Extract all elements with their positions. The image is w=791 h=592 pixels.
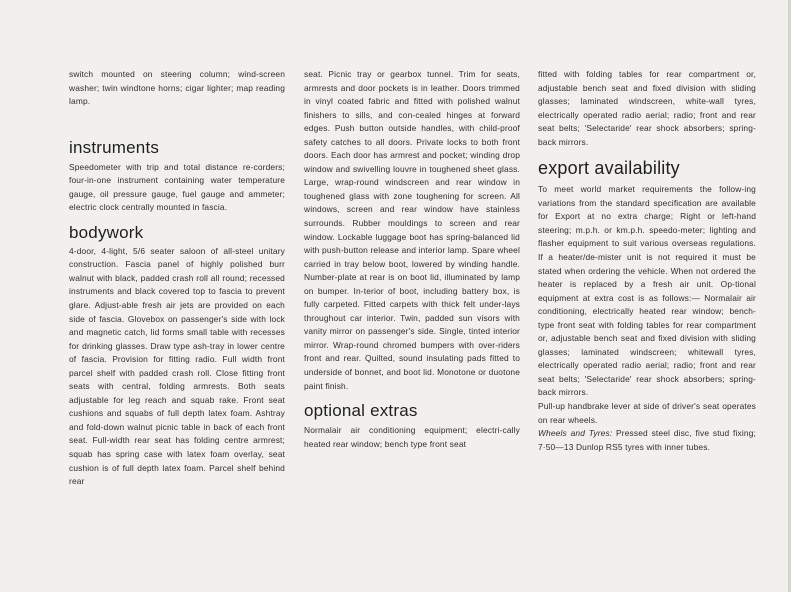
optional-extras-paragraph: Normalair air conditioning equipment; electri-cally heated rear window; bench type front seat <box>304 425 520 449</box>
instruments-heading: instruments <box>69 137 160 157</box>
optional-extras-heading: optional extras <box>304 401 418 421</box>
intro-paragraph: switch mounted on steering column; wind-screen washer; twin windtone horns; cigar lighter; map reading lamp. <box>69 69 285 107</box>
instruments-paragraph: Speedometer with trip and total distance re-corders; four-in-one instrument containing water temperature gauge, oil pressure gauge, fuel gauge and ammeter; electric clock centrally mounted in fascia. <box>69 161 285 213</box>
export-paragraph: To meet world market requirements the follow-ing variations from the standard specification are available for Export at no extra charge; Right or left-hand steering; m.p.h. or km.p.h. speedo-meter; lighting and flasher equipment to suit various overseas regulations. If a heater/de-mister unit is not required it must be stated when ordering the vehicle. When not ordered the heater is replaced by a fresh air unit. Op-tional equipment at extra cost is as follows:— Normalair air conditioning, electrically heated rear window; bench-type front seat with folding tables for rear compartment or, adjustable bench seat and fixed division with sliding glasses; laminated windscreen; whitewall tyres, electrically operated radio aerial; radio; front and rear seat belts; 'Selectaride' rear shock absorbers; spring-back mirrors. <box>538 184 756 398</box>
wheels-text: Pressed steel disc, five stud fixing; 7·50—13 Dunlop RS5 tyres with inner tubes. <box>538 428 756 452</box>
wheels-label: Wheels and Tyres: <box>538 428 613 439</box>
handbrake-paragraph: Pull-up handbrake lever at side of driver's seat operates on rear wheels. <box>538 401 756 425</box>
bodywork-heading: bodywork <box>69 222 144 242</box>
optional-extras-continued-paragraph: fitted with folding tables for rear compartment or, adjustable bench seat and fixed division with sliding glasses; laminated windscreen, white-wall tyres, electrically operated radio aerial; radio; front and rear seat belts; 'Selectaride' rear shock absorbers; spring-back mirrors. <box>538 69 756 147</box>
bodywork-continued-paragraph: seat. Picnic tray or gearbox tunnel. Trim for seats, armrests and door pockets is in leather. Doors trimmed in vinyl coated fabric and fitted with polished walnut finishers to sills, and con-cealed hinges at forward edges. Push button outside handles, with child-proof safety catches to all doors. Private locks to both front doors. Each door has armrest and pocket; winding drop window and swivelling louvre in toughened sheet glass. Large, wrap-round windscreen and rear window in toughened glass with zone toughening for screen. All windows, screen and rear window have stainless surrounds. Rubber mouldings to screen and rear window. Lockable luggage boot has spring-balanced lid with push-button release and interior lamp. Spare wheel carried in tray below boot, lowered by winding handle. Number-plate at rear is on boot lid, illuminated by lamp on bumper. In-terior of boot, including battery box, is fully carpeted. Fitted carpets with thick felt under-lays throughout car interior. Twin, padded sun visors with vanity mirror on passenger's side. Single, tinted interior mirror. Wrap-round chromed bumpers with over-riders front and rear. Quilted, sound insulating pads fitted to underside of bonnet, and boot lid. Monotone or duotone paint finish. <box>304 69 520 391</box>
column-middle <box>304 68 520 451</box>
column-right <box>538 68 756 454</box>
column-left <box>69 68 285 489</box>
export-availability-heading: export availability <box>538 158 680 179</box>
bodywork-paragraph: 4-door, 4-light, 5/6 seater saloon of all-steel unitary construction. Fascia panel of highly polished burr walnut with black, padded crash roll all round; recessed instruments and black covered top to fascia to prevent glare. Adjust-able fresh air jets are provided on each side of fascia. Glovebox on passenger's side with lock and magnetic catch, lid forms small table with recesses for drinking glasses. Draw type ash-tray in lower centre of fascia. Provision for fitting radio. Full width front parcel shelf with padded crash roll. Close fitting front seats with central, folding armrests. Both seats adjustable for leg reach and squab rake. Front seat cushions and squabs of full depth latex foam. Ashtray and fold-down walnut picnic table in back of each front seat. Full-width rear seat has folding centre armrest; squab has spring case with latex foam overlay, seat cushion is of full depth latex foam. Parcel shelf behind rear <box>69 245 285 487</box>
wheels-paragraph <box>538 427 756 454</box>
